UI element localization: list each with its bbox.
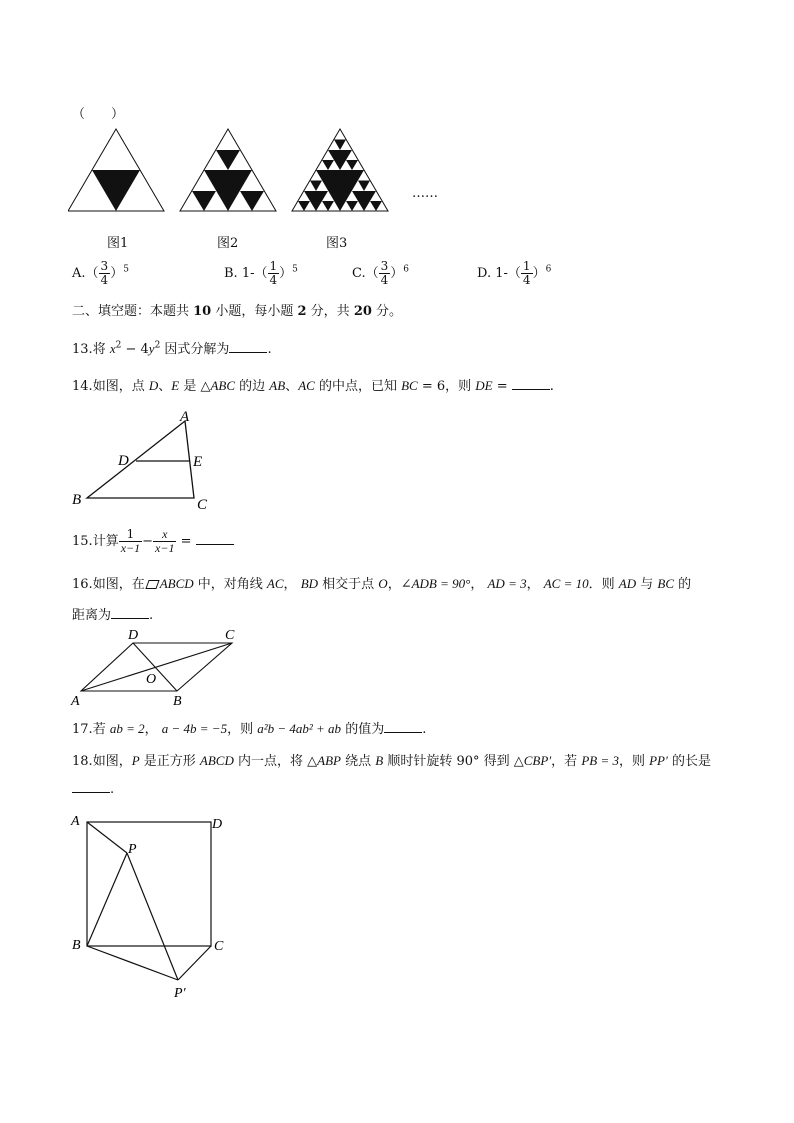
label-a: A (180, 409, 190, 425)
label-d: D (128, 628, 139, 643)
label-d: D (212, 817, 223, 832)
question-16-line2: 距离为 . (72, 608, 154, 623)
sierpinski-figure-2 (180, 129, 276, 211)
figure-label-3: 图3 (326, 236, 348, 251)
question-18-line2: . (72, 782, 114, 797)
answer-blank[interactable] (196, 534, 234, 545)
label-c: C (197, 497, 208, 513)
option-d[interactable]: D. 1-（ $\frac{1}{4}$ ）$^6$ (477, 259, 552, 287)
answer-blank[interactable] (229, 342, 267, 353)
sierpinski-figures (68, 125, 398, 217)
option-a[interactable]: A.（ $\frac{3}{4}$ ）$^5$ (72, 259, 129, 287)
answer-blank[interactable] (72, 782, 110, 793)
figure-label-2: 图2 (217, 236, 239, 251)
sierpinski-figure-3 (292, 129, 388, 211)
label-c: C (225, 628, 235, 643)
label-p-prime: P′ (174, 986, 186, 1001)
label-b: B (72, 492, 82, 508)
figure-label-1: 图1 (107, 236, 129, 251)
label-a: A (71, 814, 80, 829)
question-17: 17.若 ab = 2， a − 4b = −5，则 a²b − 4ab² + ab 的值为 . (72, 721, 427, 737)
continuation-dots: …… (412, 186, 438, 201)
label-o: O (146, 672, 157, 687)
square-figure-18 (68, 810, 238, 1005)
question-13: 13.将 $x^2 - 4y^2$ 因式分解为 . (72, 340, 272, 357)
answer-blank[interactable] (111, 608, 149, 619)
label-p: P (128, 842, 137, 857)
section-heading: 二、填空题：本题共 10 小题，每小题 2 分，共 20 分。 (72, 304, 403, 319)
option-c[interactable]: C.（ $\frac{3}{4}$ ）$^6$ (352, 259, 410, 287)
option-b[interactable]: B. 1-（ $\frac{1}{4}$ ）$^5$ (224, 259, 298, 287)
sierpinski-figure-1 (68, 129, 164, 211)
parallelogram-figure-16 (68, 625, 248, 710)
label-b: B (72, 938, 81, 953)
parallelogram-symbol-icon (145, 580, 159, 589)
question-16: 16.如图，在 ABCD 中，对角线 AC， BD 相交于点 O，∠ADB = 90°， AD = 3， AC = 10．则 AD 与 BC 的 (72, 576, 692, 592)
triangle-figure-14 (68, 405, 228, 513)
answer-blank[interactable] (512, 379, 550, 390)
question-15: 15.计算 $\frac{1}{x-1}$ − $\frac{x}{x-1}$ = (72, 528, 234, 555)
answer-blank[interactable] (384, 722, 422, 733)
label-d: D (118, 453, 129, 469)
label-a: A (71, 694, 80, 709)
label-c: C (214, 939, 224, 954)
question-14: 14.如图，点 D、E 是 △ABC 的边 AB、AC 的中点，已知 BC = 6，则 DE = . (72, 378, 554, 394)
label-b: B (173, 694, 182, 709)
answer-parentheses: （ ） (72, 107, 125, 122)
question-18: 18.如图，P 是正方形 ABCD 内一点，将 △ABP 绕点 B 顺时针旋转 90° 得到 △CBP′，若 PB = 3，则 PP′ 的长是 (72, 753, 711, 769)
label-e: E (193, 454, 203, 470)
